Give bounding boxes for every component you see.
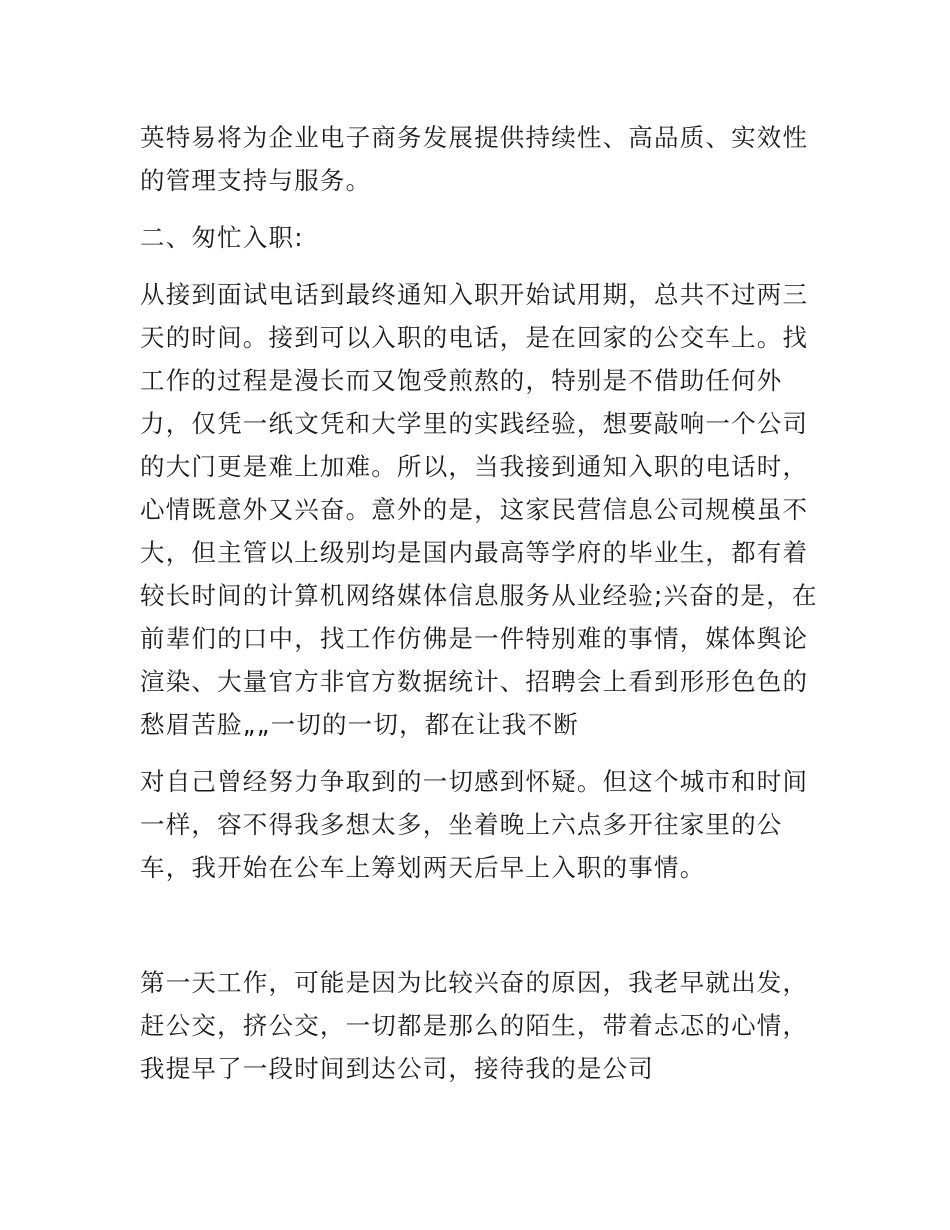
paragraph-intro-service: 英特易将为企业电子商务发展提供持续性、高品质、实效性的管理支持与服务。: [140, 123, 809, 195]
paragraph-gap: [140, 903, 820, 961]
paragraph-first-day: 第一天工作，可能是因为比较兴奋的原因，我老早就出发，赶公交，挤公交，一切都是那么的陌生，带着忐忑的心情，我提早了一段时间到达公司，接待我的是公司: [140, 968, 809, 1083]
paragraph-job-offer: 从接到面试电话到最终通知入职开始试用期，总共不过两三天的时间。接到可以入职的电话，是在回家的公交车上。找工作的过程是漫长而又饱受煎熬的，特别是不借助任何外力，仅凭一纸文凭和大学里的实践经验，想要敲响一个公司的大门更是难上加难。所以，当我接到通知入职的电话时，心情既意外又兴奋。意外的是，这家民营信息公司规模虽不大，但主管以上级别均是国内最高等学府的毕业生，都有着较长时间的计算机网络媒体信息服务从业经验;兴奋的是，在前辈们的口中，找工作仿佛是一件特别难的事情，媒体舆论渲染、大量官方非官方数据统计、招聘会上看到形形色色的愁眉苦脸„„一切的一切，都在让我不断: [140, 280, 818, 739]
document-body: [140, 116, 820, 1104]
section-heading-rushed-onboarding: 二、匆忙入职:: [140, 223, 304, 252]
paragraph-doubt: 对自己曾经努力争取到的一切感到怀疑。但这个城市和时间一样，容不得我多想太多，坐着晚上六点多开往家里的公车，我开始在公车上筹划两天后早上入职的事情。: [140, 767, 809, 882]
